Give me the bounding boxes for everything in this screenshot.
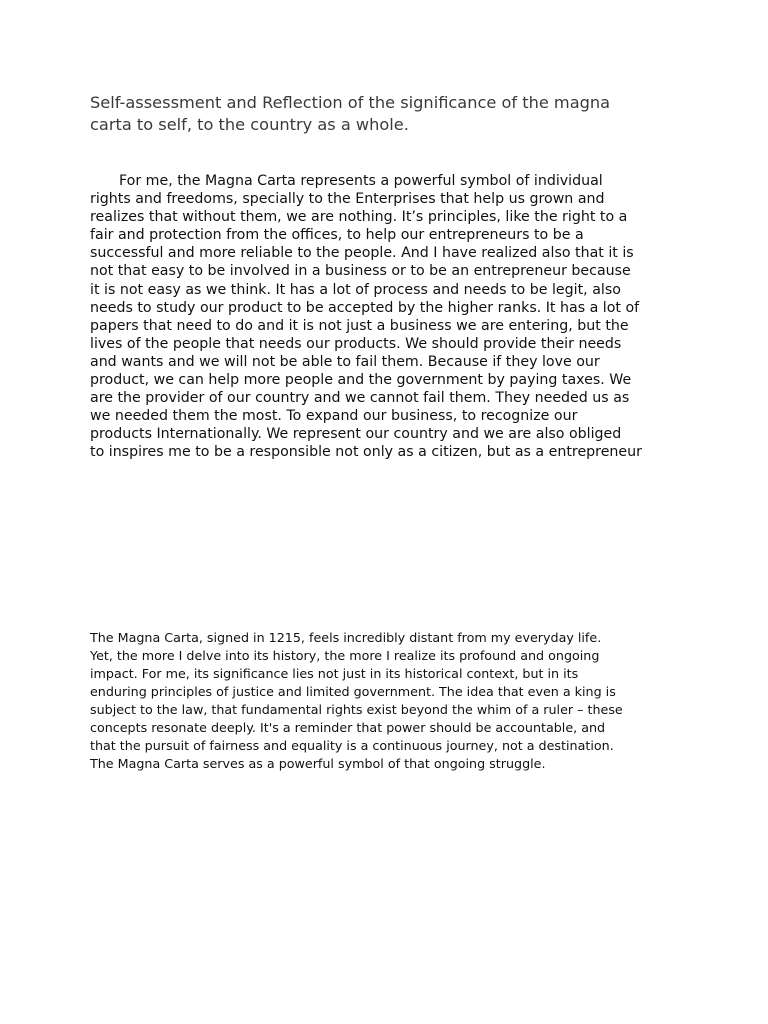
paragraph-line: enduring principles of justice and limited government. The idea that even a king is [90, 684, 616, 699]
reflection-paragraph-2 [90, 629, 690, 773]
paragraph-line [90, 172, 690, 190]
paragraph-line: are the provider of our country and we cannot fail them. They needed us as [90, 390, 630, 407]
paragraph-line: needs to study our product to be accepted by the higher ranks. It has a lot of [90, 299, 640, 316]
paragraph-line: rights and freedoms, specially to the Enterprises that help us grown and [90, 191, 605, 208]
paragraph-line: products Internationally. We represent our country and we are also obliged [90, 426, 622, 443]
paragraph-line: that the pursuit of fairness and equality is a continuous journey, not a destination. [90, 738, 614, 753]
paragraph-line: realizes that without them, we are nothing. It’s principles, like the right to a [90, 209, 628, 226]
title-line: carta to self, to the country as a whole. [90, 114, 409, 134]
paragraph-line: not that easy to be involved in a business or to be an entrepreneur because [90, 263, 631, 280]
paragraph-line: impact. For me, its significance lies not just in its historical context, but in its [90, 666, 579, 681]
paragraph-line: and wants and we will not be able to fail them. Because if they love our [90, 353, 600, 370]
paragraph-line: it is not easy as we think. It has a lot of process and needs to be legit, also [90, 281, 621, 298]
paragraph-line: we needed them the most. To expand our business, to recognize our [90, 408, 578, 425]
document-title [90, 92, 690, 135]
paragraph-line: product, we can help more people and the government by paying taxes. We [90, 372, 632, 389]
paragraph-line-text: For me, the Magna Carta represents a powerful symbol of individual [119, 173, 603, 189]
paragraph-line: The Magna Carta serves as a powerful symbol of that ongoing struggle. [90, 756, 546, 771]
paragraph-line: The Magna Carta, signed in 1215, feels incredibly distant from my everyday life. [90, 630, 602, 645]
paragraph-line: lives of the people that needs our products. We should provide their needs [90, 335, 622, 352]
paragraph-line: concepts resonate deeply. It's a reminder that power should be accountable, and [90, 720, 606, 735]
paragraph-line: subject to the law, that fundamental rights exist beyond the whim of a ruler – these [90, 702, 623, 717]
paragraph-line: Yet, the more I delve into its history, the more I realize its profound and ongoing [90, 648, 600, 663]
paragraph-line: to inspires me to be a responsible not only as a citizen, but as a entrepreneur [90, 444, 642, 461]
paragraph-line: successful and more reliable to the people. And I have realized also that it is [90, 245, 634, 262]
title-line: Self-assessment and Reflection of the significance of the magna [90, 93, 611, 112]
reflection-paragraph-1 [90, 172, 690, 462]
paragraph-line: fair and protection from the offices, to help our entrepreneurs to be a [90, 227, 584, 244]
paragraph-line: papers that need to do and it is not just a business we are entering, but the [90, 317, 629, 334]
